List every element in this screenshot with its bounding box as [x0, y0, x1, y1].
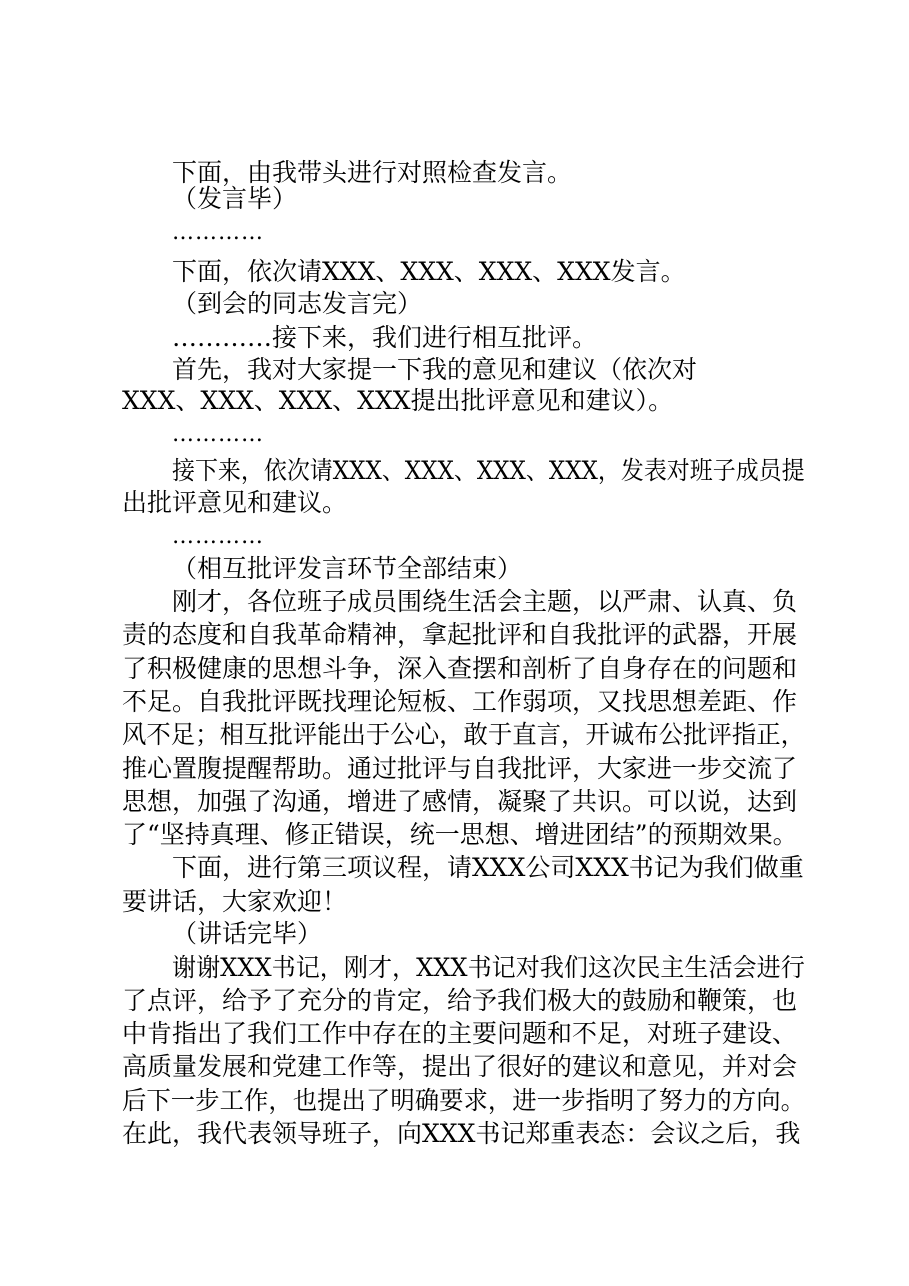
text-line: [0, 213, 909, 253]
line-text: 高质量发展和党建工作等，提出了很好的建议和意见，并对会: [122, 1052, 798, 1081]
line-text: （发言毕）: [172, 184, 298, 213]
line-text: 谢谢XXX书记，刚才，XXX书记对我们这次民主生活会进行: [172, 953, 805, 982]
line-text: …………接下来，我们进行相互批评。: [172, 323, 598, 352]
line-text: 下面，由我带头进行对照检查发言。: [172, 158, 573, 187]
line-text: 要讲话，大家欢迎！: [122, 887, 348, 916]
line-text: 风不足；相互批评能出于公心，敢于直言，开诚布公批评指正，: [122, 720, 806, 749]
line-text: （到会的同志发言完）: [172, 289, 423, 318]
text-line: [0, 415, 909, 455]
line-text: 了“坚持真理、修正错误，统一思想、增进团结”的预期效果。: [122, 820, 798, 849]
line-text: 了点评，给予了充分的肯定，给予我们极大的鼓励和鞭策，也: [122, 986, 798, 1015]
line-text: 下面，进行第三项议程，请XXX公司XXX书记为我们做重: [172, 853, 804, 882]
line-text: 推心置腹提醒帮助。通过批评与自我批评，大家进一步交流了: [122, 754, 798, 783]
ellipsis-separator: …………: [172, 422, 264, 447]
ellipsis-separator: …………: [172, 220, 264, 245]
line-text: XXX、XXX、XXX、XXX提出批评意见和建议）。: [122, 386, 674, 415]
text-line: [0, 1114, 909, 1154]
line-text: （相互批评发言环节全部结束）: [172, 554, 523, 583]
line-text: 在此，我代表领导班子，向XXX书记郑重表态：会议之后，我: [122, 1119, 801, 1148]
line-text: （讲话完毕）: [172, 919, 323, 948]
line-text: 刚才，各位班子成员围绕生活会主题，以严肃、认真、负: [172, 587, 798, 616]
line-text: 责的态度和自我革命精神，拿起批评和自我批评的武器，开展: [122, 620, 798, 649]
line-text: 后下一步工作，也提出了明确要求，进一步指明了努力的方向。: [122, 1086, 806, 1115]
line-text: 出批评意见和建议。: [122, 488, 348, 517]
line-text: 不足。自我批评既找理论短板、工作弱项，又找思想差距、作: [122, 687, 798, 716]
line-text: 中肯指出了我们工作中存在的主要问题和不足，对班子建设、: [122, 1019, 798, 1048]
line-text: 思想，加强了沟通，增进了感情，凝聚了共识。可以说，达到: [122, 787, 798, 816]
line-text: 接下来，依次请XXX、XXX、XXX、XXX，发表对班子成员提: [172, 456, 805, 485]
line-text: 首先，我对大家提一下我的意见和建议（依次对: [172, 355, 698, 384]
line-text: 下面，依次请XXX、XXX、XXX、XXX发言。: [172, 257, 686, 286]
line-text: 了积极健康的思想斗争，深入查摆和剖析了自身存在的问题和: [122, 654, 798, 683]
ellipsis-separator: …………: [172, 524, 264, 549]
